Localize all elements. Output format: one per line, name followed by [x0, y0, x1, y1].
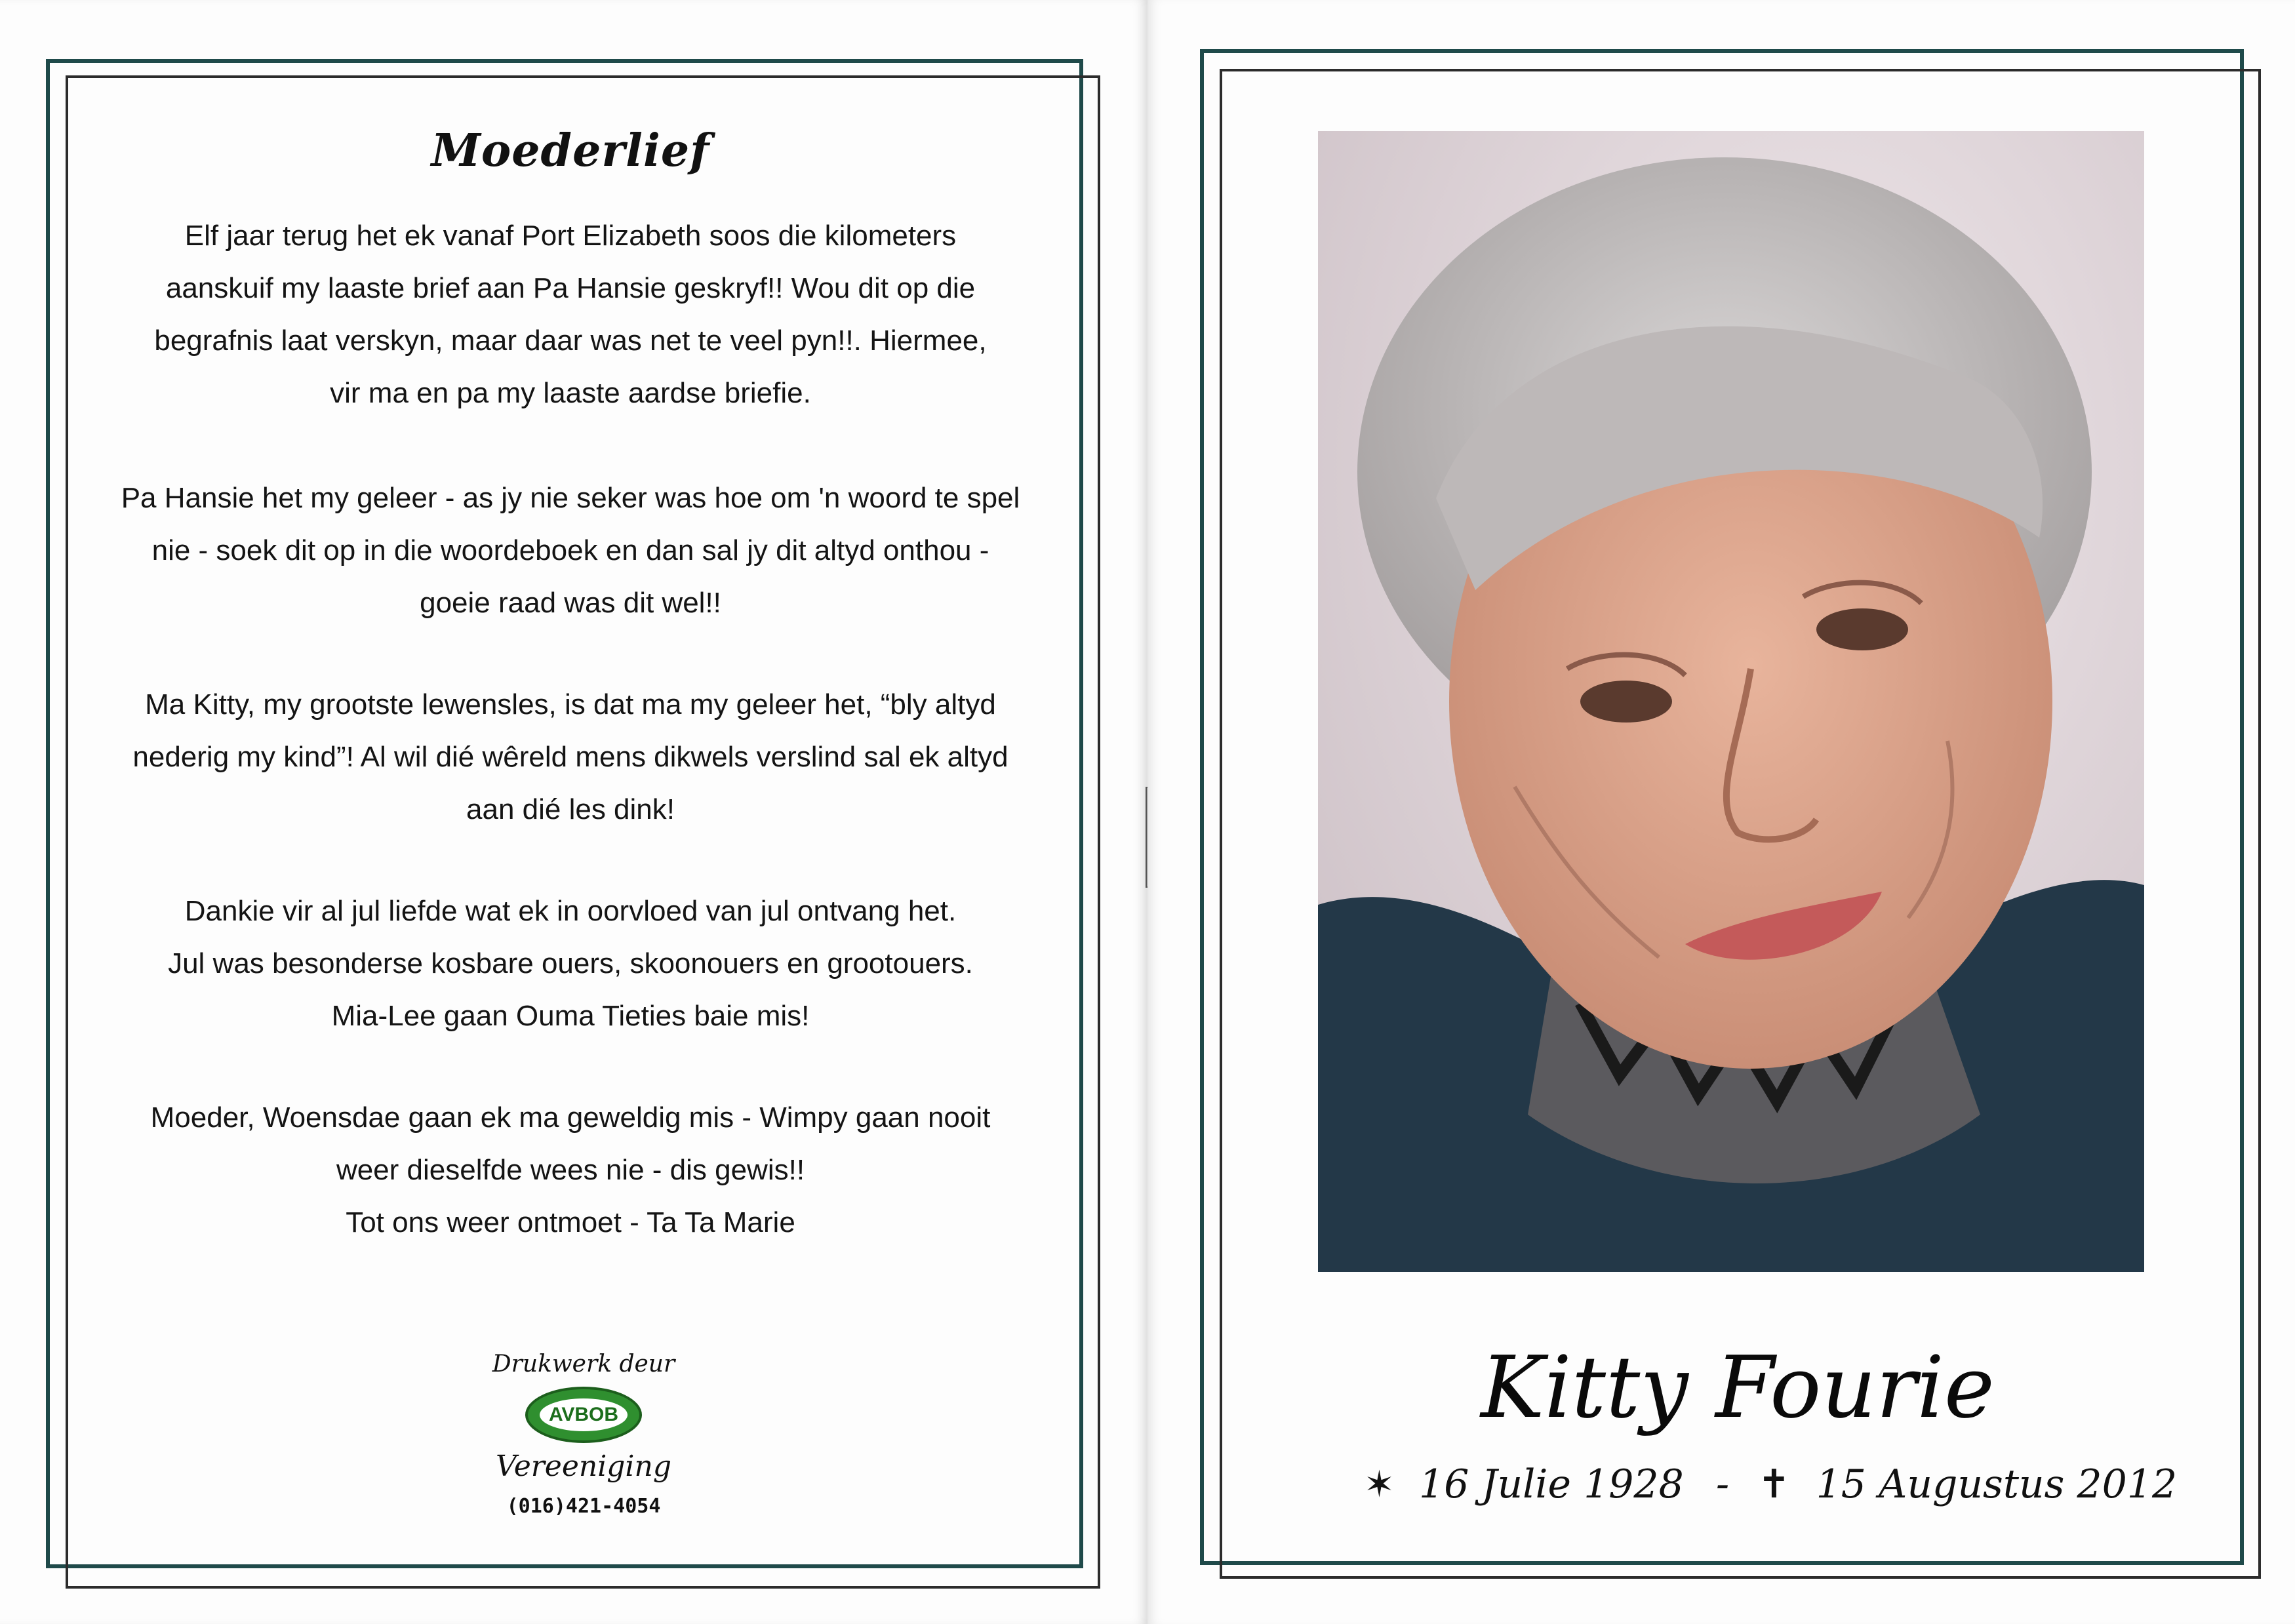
poem-line: Elf jaar terug het ek vanaf Port Elizabeth soos die kilometers — [184, 220, 957, 252]
poem-paragraph-5 — [85, 1092, 1056, 1249]
poem-line: Ma Kitty, my grootste lewensles, is dat ma my geleer het, “bly altyd — [145, 688, 996, 721]
poem-paragraph-1 — [85, 210, 1056, 420]
printer-association: Vereeniging — [495, 1450, 672, 1483]
poem-line: Pa Hansie het my geleer - as jy nie seker was hoe om 'n woord te spel — [121, 482, 1020, 514]
poem-title: Moederlief — [431, 125, 710, 177]
birth-star-icon: ✶ — [1364, 1463, 1395, 1506]
poem-line: weer dieselfde wees nie - dis gewis!! — [336, 1154, 805, 1186]
printer-phone: (016)421-4054 — [506, 1495, 661, 1518]
portrait-illustration — [1318, 131, 2144, 1272]
printer-credit — [459, 1351, 708, 1518]
portrait-photo — [1318, 131, 2144, 1272]
avbob-logo-text: AVBOB — [540, 1398, 628, 1431]
poem-line: Jul was besonderse kosbare ouers, skoonouers en grootouers. — [168, 947, 973, 980]
poem-line: aan dié les dink! — [466, 793, 675, 825]
poem-line: Tot ons weer ontmoet - Ta Ta Marie — [346, 1206, 795, 1238]
birth-date: 16 Julie 1928 — [1419, 1461, 1684, 1508]
poem-paragraph-3 — [85, 679, 1056, 836]
date-separator: - — [1715, 1461, 1730, 1508]
deceased-name: Kitty Fourie — [1481, 1337, 1995, 1437]
poem-line: nie - soek dit op in die woordeboek en dan sal jy dit altyd onthou - — [151, 534, 989, 566]
poem-line: goeie raad was dit wel!! — [420, 587, 721, 619]
printer-by-label: Drukwerk deur — [492, 1351, 675, 1377]
poem-line: Moeder, Woensdae gaan ek ma geweldig mis - Wimpy gaan nooit — [150, 1101, 991, 1134]
poem-line: begrafnis laat verskyn, maar daar was net te veel pyn!!. Hiermee, — [154, 325, 987, 357]
poem-line: vir ma en pa my laaste aardse briefie. — [330, 377, 811, 409]
poem-line: nederig my kind”! Al wil dié wêreld mens dikwels verslind sal ek altyd — [132, 741, 1008, 773]
life-dates — [1364, 1459, 2178, 1508]
avbob-logo — [525, 1387, 642, 1443]
death-cross-icon: ✝ — [1757, 1461, 1791, 1508]
poem-paragraph-2 — [85, 472, 1056, 629]
poem-line: Mia-Lee gaan Ouma Tieties baie mis! — [331, 1000, 810, 1032]
poem-line: aanskuif my laaste brief aan Pa Hansie geskryf!! Wou dit op die — [165, 272, 976, 304]
poem-line: Dankie vir al jul liefde wat ek in oorvloed van jul ontvang het. — [184, 895, 957, 927]
poem-paragraph-4 — [85, 885, 1056, 1042]
death-date: 15 Augustus 2012 — [1816, 1461, 2178, 1508]
